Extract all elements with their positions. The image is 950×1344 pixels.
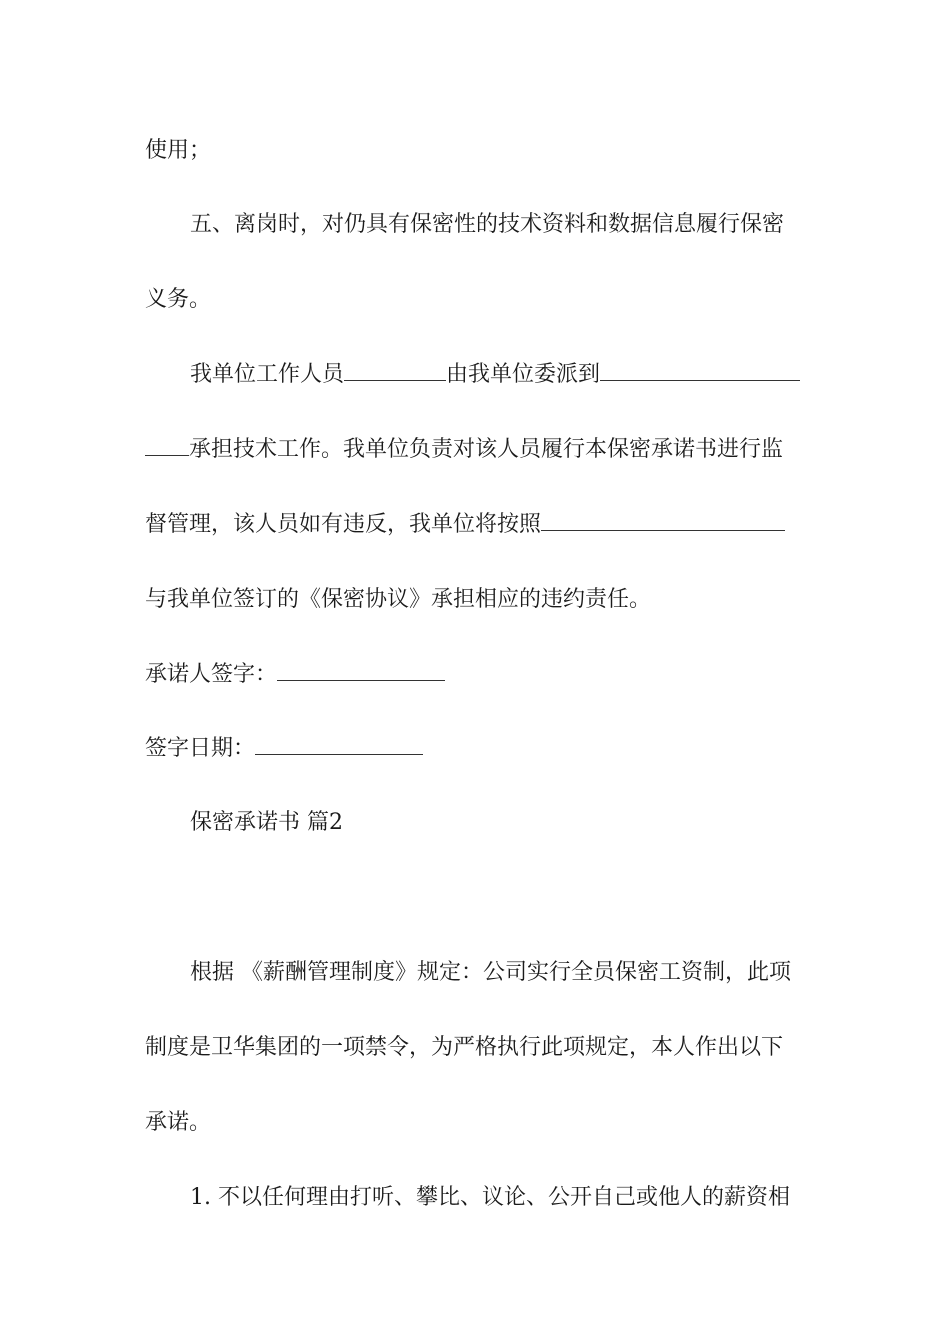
date-label: 签字日期：: [145, 736, 256, 761]
fill-in-blank[interactable]: [145, 437, 189, 456]
paragraph-line: [145, 435, 783, 465]
text-segment: 承担技术工作。我单位负责对该人员履行本保密承诺书进行监: [189, 437, 784, 462]
fill-in-blank[interactable]: [344, 362, 446, 381]
section-heading: 保密承诺书 篇2: [190, 810, 343, 835]
signature-label: 承诺人签字：: [145, 662, 278, 687]
list-item: 1. 不以任何理由打听、攀比、议论、公开自己或他人的薪资相: [190, 1185, 790, 1210]
paragraph-line: 根据 《薪酬管理制度》规定：公司实行全员保密工资制，此项: [190, 960, 791, 985]
paragraph-line: 义务。: [145, 287, 212, 312]
paragraph-line: [145, 510, 785, 540]
fill-in-blank[interactable]: [541, 512, 785, 531]
text-segment: 由我单位委派到: [446, 362, 601, 387]
paragraph-line: 承诺。: [145, 1110, 212, 1135]
date-blank[interactable]: [255, 736, 423, 755]
paragraph-line: 与我单位签订的《保密协议》承担相应的违约责任。: [145, 587, 652, 612]
paragraph-line: 使用；: [145, 138, 212, 163]
date-line: [145, 734, 423, 764]
text-segment: 督管理，该人员如有违反，我单位将按照: [145, 512, 542, 537]
paragraph-line: 五、离岗时，对仍具有保密性的技术资料和数据信息履行保密: [190, 212, 785, 237]
signature-line: [145, 660, 445, 690]
paragraph-line: [190, 360, 800, 390]
text-segment: 我单位工作人员: [190, 362, 345, 387]
signature-blank[interactable]: [277, 662, 445, 681]
paragraph-line: 制度是卫华集团的一项禁令，为严格执行此项规定，本人作出以下: [145, 1035, 784, 1060]
fill-in-blank[interactable]: [600, 362, 800, 381]
